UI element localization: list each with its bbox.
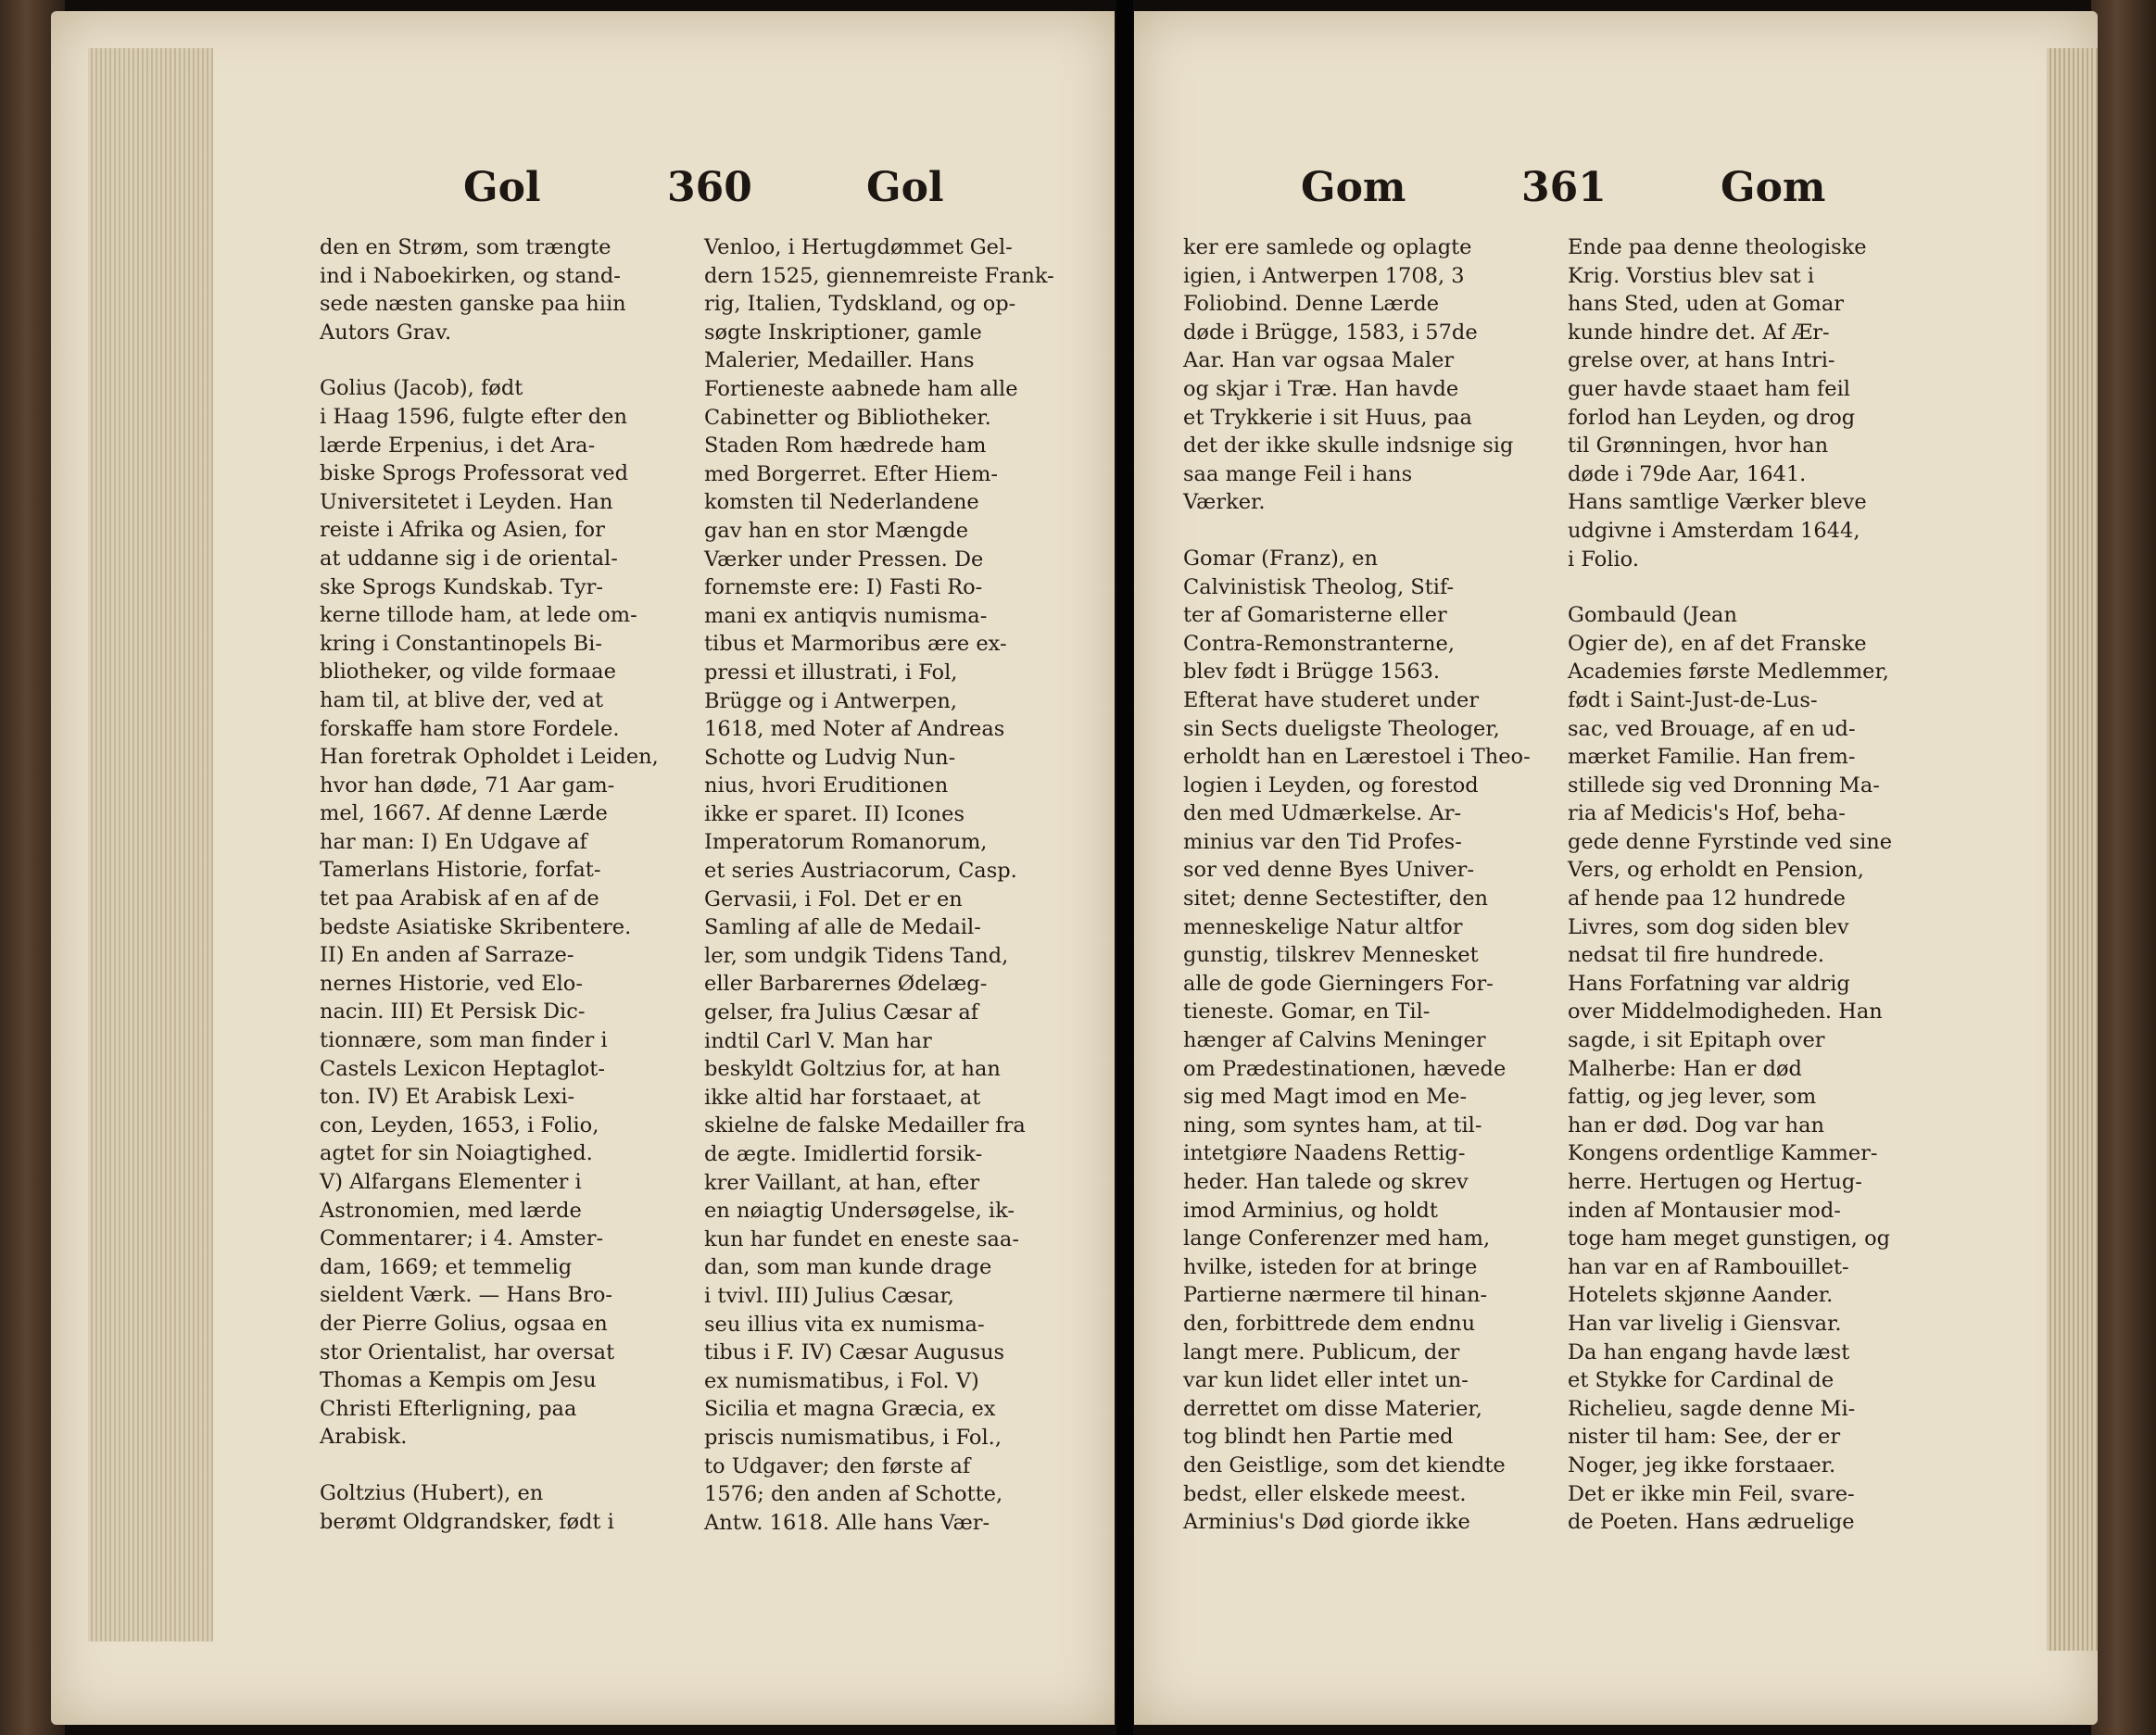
left-page-column-1 xyxy=(320,233,727,1536)
left-header-guide-word-left: Gol xyxy=(463,164,541,211)
right-header-guide-word-right: Gom xyxy=(1721,164,1826,211)
paragraph: den en Strøm, som trængte ind i Naboekirken, og stand- sede næsten ganske paa hiin Autors Grav. xyxy=(320,235,626,345)
entry-gomar: Gomar (Franz), en Calvinistisk Theolog, Stif- ter af Gomaristerne eller Contra-Remonstranterne, blev født i Brügge 1563. Efterat have studeret under sin Sects dueligste Theologer, erholdt han en Lærestoel i Theo- logien i Leyden, og forestod den med Udmærkelse. Ar- minius var den Tid Profes- sor ved denne Byes Univer- sitet; denne Sectestifter, den menneskelige Natur altfor gunstig, tilskrev Mennesket alle de gode Gierningers For- tieneste. Gomar, en Til- hænger af Calvins Meninger om Prædestinationen, hævede sig med Magt imod en Me- ning, som syntes ham, at til- intetgiøre Naadens Rettig- heder. Han talede og skrev imod Arminius, og holdt lange Conferenzer med ham, hvilke, isteden for at bringe Partierne nærmere til hinan- den, forbittrede dem endnu langt mere. Publicum, der var kun lidet eller intet un- derrettet om disse Materier, tog blindt hen Partie med den Geistlige, som det kiendte bedst, eller elskede meest. Arminius's Død giorde ikke xyxy=(1183,546,1531,1535)
right-page-column-1 xyxy=(1183,233,1572,1537)
book-cover-right xyxy=(2091,0,2156,1735)
entry-gombauld: Gombauld (Jean Ogier de), en af det Franske Academies første Medlemmer, født i Saint-Just-de-Lus- sac, ved Brouage, af en ud- mærket Familie. Han frem- stillede sig ved Dronning Ma- ria af Medicis's Hof, beha- gede denne Fyrstinde ved sine Vers, og erholdt en Pension, af hende paa 12 hundrede Livres, som dog siden blev nedsat til fire hundrede. Hans Forfatning var aldrig over Middelmodigheden. Han sagde, i sit Epitaph over Malherbe: Han er død fattig, og jeg lever, som han er død. Dog var han Kongens ordentlige Kammer- herre. Hertugen og Hertug- inden af Montausier mod- toge ham meget gunstigen, og han var en af Rambouillet- Hotelets skjønne Aander. Han var livelig i Giensvar. Da han engang havde læst et Stykke for Cardinal de Richelieu, sagde denne Mi- nister til ham: See, der er Noger, jeg ikke forstaaer. Det er ikke min Feil, svare- de Poeten. Hans ædruelige xyxy=(1568,603,1893,1535)
right-page-column-2 xyxy=(1568,233,1952,1537)
right-page-number: 361 xyxy=(1521,164,1607,211)
left-header-guide-word-right: Gol xyxy=(866,164,944,211)
paragraph: Ende paa denne theologiske Krig. Vorstius blev sat i hans Sted, uden at Gomar kunde hindre det. Af Ær- grelse over, at hans Intri- guer havde staaet ham feil forlod han Leyden, og drog til Grønningen, hvor han døde i 79de Aar, 1641. Hans samtlige Værker bleve udgivne i Amsterdam 1644, i Folio. xyxy=(1568,235,1867,572)
left-page-number: 360 xyxy=(667,164,752,211)
left-page-column-2 xyxy=(704,233,1089,1537)
left-page-edges xyxy=(88,48,213,1641)
left-page xyxy=(51,11,1115,1725)
paragraph: ker ere samlede og oplagte igien, i Antwerpen 1708, 3 Foliobind. Denne Lærde døde i Brügge, 1583, i 57de Aar. Han var ogsaa Maler og skjar i Træ. Han havde et Trykkerie i sit Huus, paa det der ikke skulle indsnige sig saa mange Feil i hans Værker. xyxy=(1183,235,1514,515)
right-header-guide-word-left: Gom xyxy=(1301,164,1406,211)
right-page-edges xyxy=(2047,48,2098,1651)
left-page-header xyxy=(51,164,1115,220)
right-page-header xyxy=(1134,164,2098,220)
paragraph: Venloo, i Hertugdømmet Gel- dern 1525, giennemreiste Frank- rig, Italien, Tydskland, og op- søgte Inskriptioner, gamle Malerier, Medailler. Hans Fortieneste aabnede ham alle Cabinetter og Bibliotheker. Staden Rom hædrede ham med Borgerret. Efter Hiem- komsten til Nederlandene gav han en stor Mængde Værker under Pressen. De fornemste ere: I) Fasti Ro- mani ex antiqvis numisma- tibus et Marmoribus ære ex- pressi et illustrati, i Fol, Brügge og i Antwerpen, 1618, med Noter af Andreas Schotte og Ludvig Nun- nius, hvori Eruditionen ikke er sparet. II) Icones Imperatorum Romanorum, et series Austriacorum, Casp. Gervasii, i Fol. Det er en Samling af alle de Medail- ler, som undgik Tidens Tand, eller Barbarernes Ødelæg- gelser, fra Julius Cæsar af indtil Carl V. Man har beskyldt Goltzius for, at han ikke altid har forstaaet, at skielne de falske Medailler fra de ægte. Imidlertid forsik- krer Vaillant, at han, efter en nøiagtig Undersøgelse, ik- kun har fundet en eneste saa- dan, som man kunde drage i tvivl. III) Julius Cæsar, seu illius vita ex numisma- tibus i F. IV) Cæsar Augusus ex numismatibus, i Fol. V) Sicilia et magna Græcia, ex priscis numismatibus, i Fol., to Udgaver; den første af 1576; den anden af Schotte, Antw. 1618. Alle hans Vær- xyxy=(704,235,1054,1535)
entry-golius: Golius (Jacob), født i Haag 1596, fulgte efter den lærde Erpenius, i det Ara- biske Sprogs Professorat ved Universitetet i Leyden. Han reiste i Afrika og Asien, for at uddanne sig i de oriental- ske Sprogs Kundskab. Tyr- kerne tillode ham, at lede om- kring i Constantinopels Bi- bliotheker, og vilde formaae ham til, at blive der, ved at forskaffe ham store Fordele. Han foretrak Opholdet i Leiden, hvor han døde, 71 Aar gam- mel, 1667. Af denne Lærde har man: I) En Udgave af Tamerlans Historie, forfat- tet paa Arabisk af en af de bedste Asiatiske Skribentere. II) En anden af Sarraze- nernes Historie, ved Elo- nacin. III) Et Persisk Dic- tionnære, som man finder i Castels Lexicon Heptaglot- ton. IV) Et Arabisk Lexi- con, Leyden, 1653, i Folio, agtet for sin Noiagtighed. V) Alfargans Elementer i Astronomien, med lærde Commentarer; i 4. Amster- dam, 1669; et temmelig sieldent Værk. — Hans Bro- der Pierre Golius, ogsaa en stor Orientalist, har oversat Thomas a Kempis om Jesu Christi Efterligning, paa Arabisk. xyxy=(320,376,659,1450)
right-page xyxy=(1134,11,2098,1725)
book-gutter xyxy=(1116,0,1133,1735)
entry-goltzius: Goltzius (Hubert), en berømt Oldgrandsker, født i xyxy=(320,1480,614,1534)
